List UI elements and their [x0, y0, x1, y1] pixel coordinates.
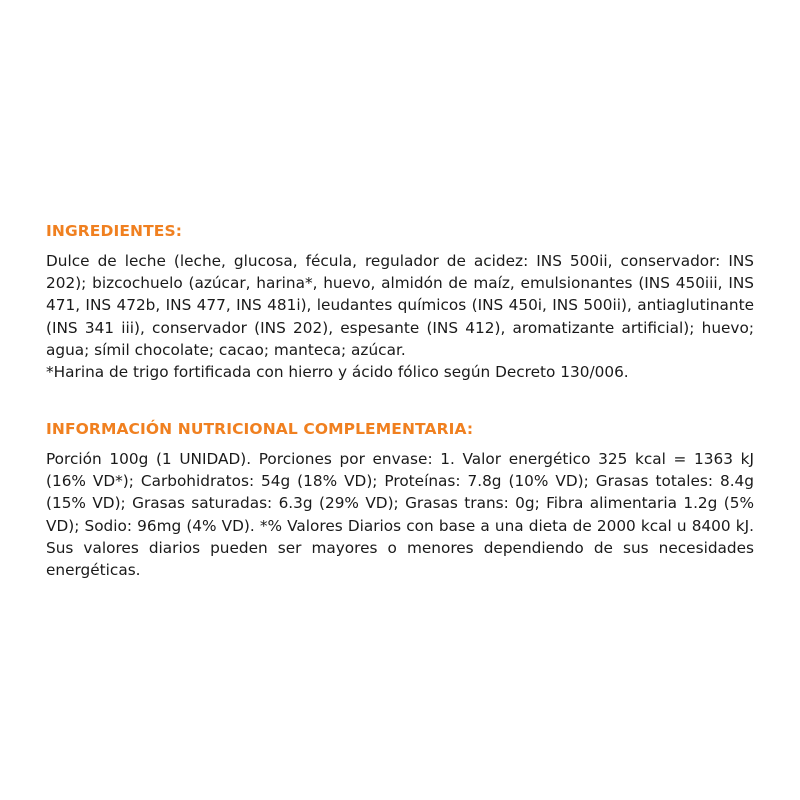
ingredients-footnote: *Harina de trigo fortificada con hierro y ácido fólico según Decreto 130/006.: [46, 363, 629, 382]
nutrition-paragraph: Porción 100g (1 UNIDAD). Porciones por envase: 1. Valor energético 325 kcal = 1363 kJ (16% VD*); Carbohidratos: 54g (18% VD); Proteínas: 7.8g (10% VD); Grasas totales: 8.4g (15% VD); Grasas saturadas: 6.3g (29% VD); Grasas trans: 0g; Fibra alimentaria 1.2g (5% VD); Sodio: 96mg (4% VD). *% Valores Diarios con base a una dieta de 2000 kcal u 8400 kJ. Sus valores diarios pueden ser mayores o menores dependiendo de sus necesidades energéticas.: [46, 449, 754, 580]
nutrition-section: [46, 420, 754, 582]
ingredients-heading: INGREDIENTES:: [46, 222, 183, 240]
nutrition-heading: INFORMACIÓN NUTRICIONAL COMPLEMENTARIA:: [46, 420, 474, 438]
ingredients-paragraph: Dulce de leche (leche, glucosa, fécula, regulador de acidez: INS 500ii, conservador: INS 202); bizcochuelo (azúcar, harina*, huevo, almidón de maíz, emulsionantes (INS 450iii, INS 471, INS 472b, INS 477, INS 481i), leudantes químicos (INS 450i, INS 500ii), antiaglutinante (INS 341 iii), conservador (INS 202), espesante (INS 412), aromatizante artificial); huevo; agua; símil chocolate; cacao; manteca; azúcar.: [46, 251, 754, 359]
ingredients-section: [46, 222, 754, 384]
